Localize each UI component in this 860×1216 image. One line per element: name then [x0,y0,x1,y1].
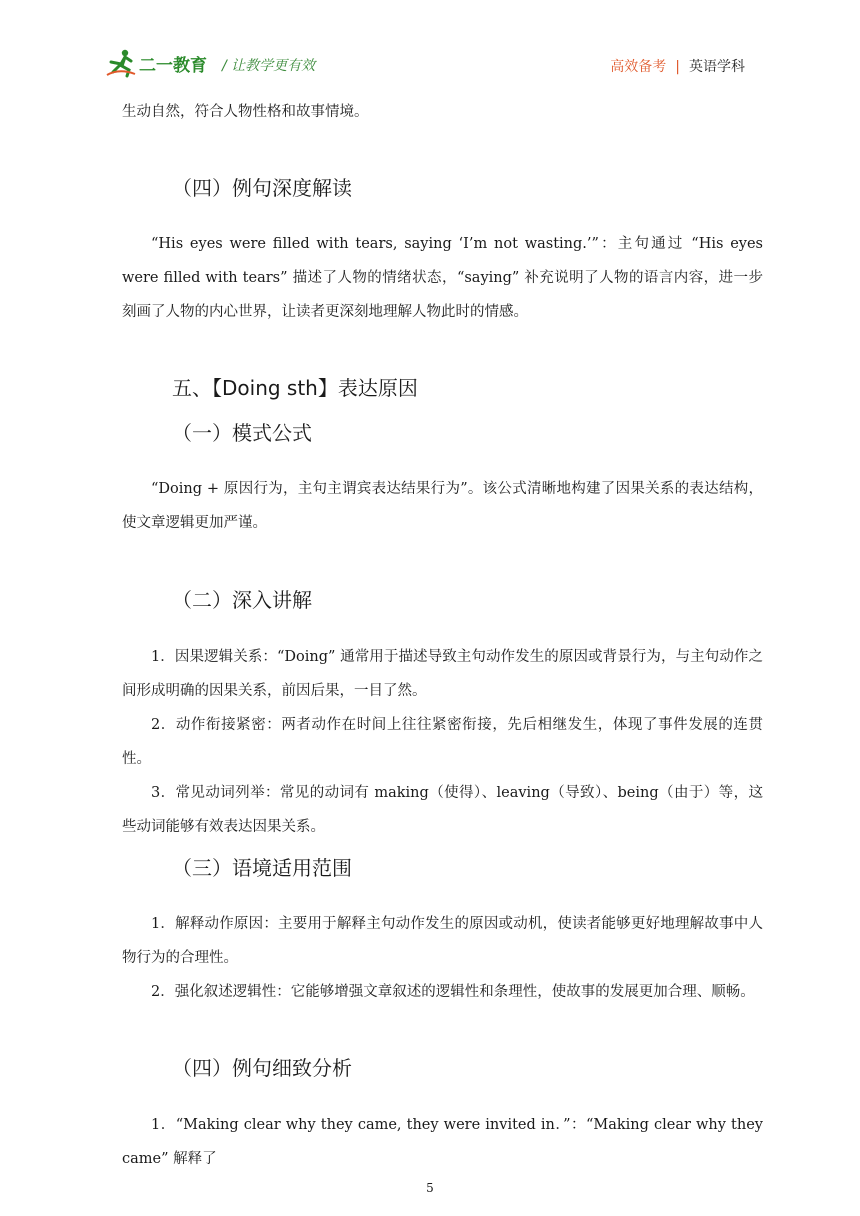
header-separator: | [675,59,680,75]
paragraph: “Doing + 原因行为，主句主谓宾表达结果行为”。该公式清晰地构建了因果关系的表达结构，使文章逻辑更加严谨。 [122,481,763,531]
chapter-heading: 五、【Doing sth】表达原因 [172,376,418,400]
paragraph: 1．因果逻辑关系：“Doing” 通常用于描述导致主句动作发生的原因或背景行为，与主句动作之间形成明确的因果关系，前因后果，一目了然。 [122,649,763,699]
running-figure-icon [105,48,141,78]
slogan: / 让教学更有效 [222,58,316,74]
paragraph: 2．强化叙述逻辑性：它能够增强文章叙述的逻辑性和条理性，使故事的发展更加合理、顺畅。 [151,984,755,1000]
paragraph: 1．“Making clear why they came, they were invited in．”：“Making clear why they came” 解释了 [122,1117,763,1167]
logo [105,48,225,78]
header-right [610,56,745,76]
section-heading: （四）例句细致分析 [172,1056,352,1080]
paragraph: 2．动作衔接紧密：两者动作在时间上往往紧密衔接，先后相继发生，体现了事件发展的连贯性。 [122,717,763,767]
paragraph: 生动自然，符合人物性格和故事情境。 [122,104,369,120]
logo-text: 二一教育 [139,56,207,76]
header-label-exam: 高效备考 [610,59,667,75]
paragraph: 1．解释动作原因：主要用于解释主句动作发生的原因或动机，使读者能够更好地理解故事中人物行为的合理性。 [122,916,763,966]
header-label-subject: 英语学科 [689,59,745,75]
page-header [0,0,860,90]
section-heading: （一）模式公式 [172,421,312,445]
section-heading: （三）语境适用范围 [172,856,352,880]
section-heading: （二）深入讲解 [172,588,312,612]
page-number: 5 [426,1181,434,1195]
paragraph: 3．常见动词列举：常见的动词有 making（使得）、leaving（导致）、being（由于）等，这些动词能够有效表达因果关系。 [122,785,763,835]
paragraph: “His eyes were filled with tears, saying ‘I’m not wasting.’”：主句通过 “His eyes were filled with tears” 描述了人物的情绪状态，“saying” 补充说明了人物的语言内容，进一步刻画了人物的内心世界，让读者更深刻地理解人物此时的情感。 [122,236,763,320]
section-heading: （四）例句深度解读 [172,176,352,200]
